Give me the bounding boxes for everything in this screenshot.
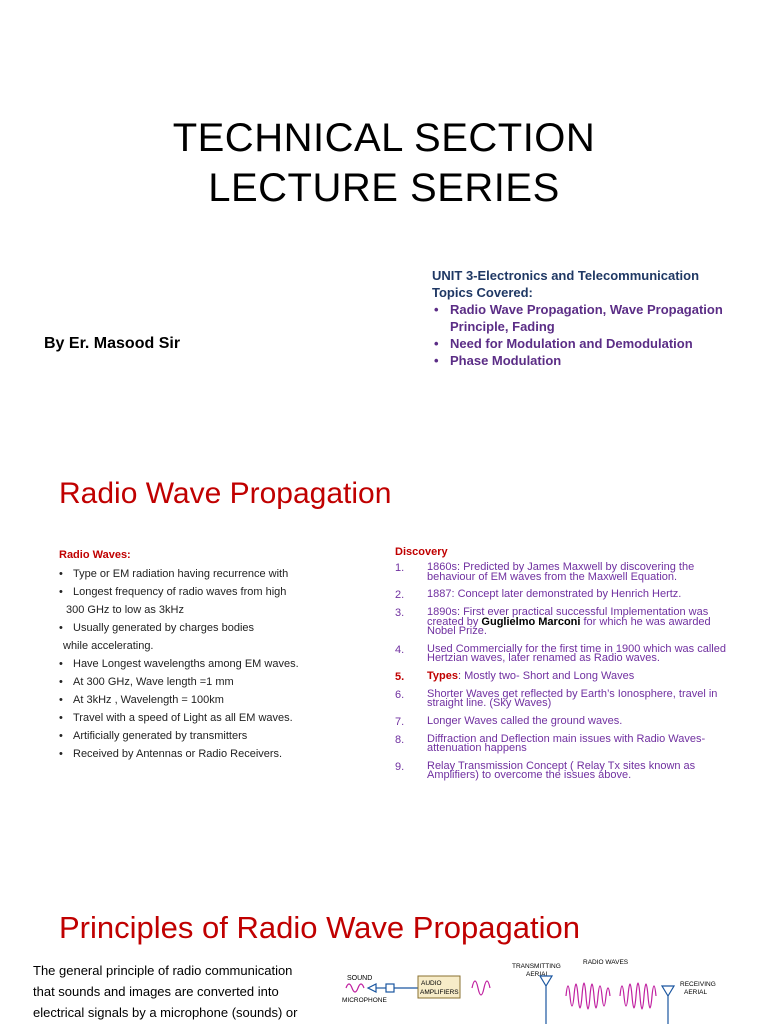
discovery-item: [395, 608, 735, 637]
title-slide: [0, 0, 768, 432]
bullet-item: • Longest frequency of radio waves from high: [59, 583, 359, 601]
audio-signal-icon: [472, 981, 490, 995]
item-text: Relay Transmission Concept ( Relay Tx sites known as Amplifiers) to overcome the issues above.: [427, 759, 696, 781]
discovery-header: Discovery: [395, 546, 448, 558]
transmitting-antenna-icon: [540, 976, 552, 1024]
discovery-item: [395, 590, 735, 600]
item-number: 2.: [395, 589, 405, 601]
item-number: 5.: [395, 670, 405, 683]
bullet-item: • Travel with a speed of Light as all EM waves.: [59, 709, 359, 727]
author-name: By Er. Masood Sir: [44, 335, 181, 352]
aerial-label: AERIAL: [526, 971, 550, 978]
topics-list: [432, 301, 752, 369]
item-text: [427, 608, 735, 637]
bullet-item: • Usually generated by charges bodies: [59, 619, 359, 637]
item-text: Used Commercially for the first time in 1900 which was called Hertzian waves, later renamed as Radio waves.: [427, 642, 726, 664]
item-text-post: for which he was awarded Nobel Prize.: [427, 615, 711, 637]
paragraph-line: electrical signals by a microphone (sounds) or: [33, 1005, 298, 1020]
item-number: 6.: [395, 688, 405, 701]
types-text: : Mostly two- Short and Long Waves: [457, 669, 635, 682]
discovery-item: [395, 732, 735, 754]
unit-topics-box: [432, 267, 752, 369]
bullet-item: • Artificially generated by transmitters: [59, 727, 359, 745]
topics-label: Topics Covered:: [432, 285, 533, 300]
sound-label: SOUND: [347, 975, 373, 982]
bullet-item: • Type or EM radiation having recurrence with: [59, 565, 359, 583]
discovery-item: [395, 642, 735, 664]
transmitting-label: TRANSMITTING: [512, 963, 561, 970]
receiving-antenna-icon: [662, 986, 674, 1024]
paragraph-line: that sounds and images are converted into: [33, 984, 279, 999]
item-number: 3.: [395, 607, 405, 619]
sound-wave-icon: [346, 984, 364, 992]
bullet-item: • Have Longest wavelengths among EM waves.: [59, 655, 359, 673]
bullet-item: • At 300 GHz, Wave length =1 mm: [59, 673, 359, 691]
item-number: 7.: [395, 715, 405, 728]
item-text-pre: 1890s: First ever practical successful Implementation was created by: [427, 606, 709, 628]
radio-wave-burst-icon: [566, 983, 610, 1009]
item-number: 4.: [395, 643, 405, 656]
item-number: 9.: [395, 760, 405, 773]
bullet-item: • At 3kHz , Wavelength = 100km: [59, 691, 359, 709]
amplifiers-label: AMPLIFIERS: [420, 989, 459, 996]
topic-item: • Radio Wave Propagation, Wave Propagation Principle, Fading: [432, 301, 752, 335]
microphone-label: MICROPHONE: [342, 997, 387, 1004]
item-text: [427, 669, 735, 682]
item-text: 1887: Concept later demonstrated by Henrich Hertz.: [427, 588, 682, 600]
radio-waves-column: [59, 546, 359, 763]
item-text: Longer Waves called the ground waves.: [427, 714, 623, 727]
types-label: Types: [427, 669, 458, 682]
paragraph-line: The general principle of radio communication: [33, 963, 293, 978]
radio-waves-label: RADIO WAVES: [583, 959, 629, 966]
discovery-item: [395, 687, 735, 709]
discovery-column: [395, 546, 735, 789]
bullet-continuation: while accelerating.: [63, 640, 154, 652]
title-line-1: TECHNICAL SECTION: [172, 116, 596, 160]
bullet-item: • Received by Antennas or Radio Receivers.: [59, 745, 359, 763]
slide-title: Radio Wave Propagation: [59, 477, 392, 510]
topic-item: • Need for Modulation and Demodulation: [432, 335, 752, 352]
title-line-2: LECTURE SERIES: [208, 166, 560, 210]
lecture-title: [0, 113, 768, 213]
receiving-label: RECEIVING: [680, 981, 716, 988]
slide-title: Principles of Radio Wave Propagation: [59, 910, 580, 945]
item-text: Diffraction and Deflection main issues with Radio Waves- attenuation happens: [427, 732, 706, 754]
item-number: 1.: [395, 562, 405, 574]
microphone-icon: [368, 984, 376, 992]
intro-paragraph: [33, 960, 323, 1023]
item-number: 8.: [395, 733, 405, 746]
discovery-item: [395, 759, 735, 781]
item-text: Shorter Waves get reflected by Earth’s Ionosphere, travel in straight line. (Sky Waves): [427, 687, 718, 709]
topic-item: • Phase Modulation: [432, 352, 752, 369]
discovery-item: [395, 563, 735, 582]
radio-communication-diagram: [340, 952, 760, 1024]
radio-waves-header: Radio Waves:: [59, 549, 131, 561]
radio-wave-propagation-slide: [0, 432, 768, 864]
bullet-continuation: 300 GHz to low as 3kHz: [66, 604, 184, 616]
discovery-item: [395, 714, 735, 728]
unit-title: UNIT 3-Electronics and Telecommunication: [432, 268, 700, 283]
receiving-aerial-label: AERIAL: [684, 989, 708, 996]
marconi-name: Guglielmo Marconi: [481, 615, 581, 628]
discovery-item: [395, 669, 735, 683]
audio-label: AUDIO: [421, 980, 442, 987]
item-text: 1860s: Predicted by James Maxwell by discovering the behaviour of EM waves from the Maxwell Equation.: [427, 561, 695, 583]
principles-slide: [0, 864, 768, 1024]
radio-wave-burst-icon: [620, 983, 656, 1009]
